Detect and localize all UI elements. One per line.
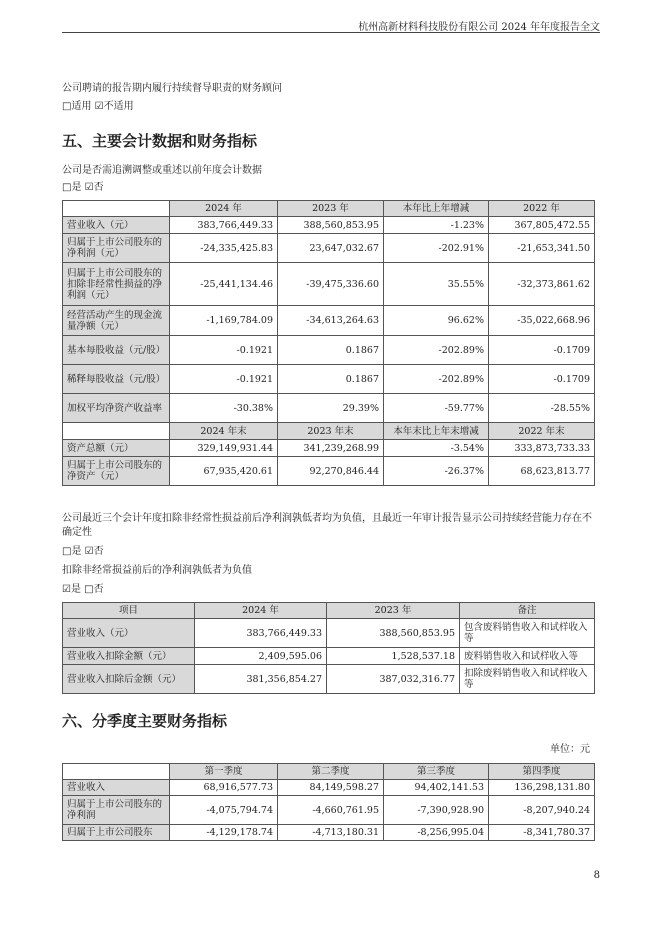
cell: 1,528,537.18 [327, 648, 460, 665]
row-label: 归属于上市公司股东 [63, 825, 170, 841]
table-row [63, 336, 595, 365]
row-label: 资产总额（元） [63, 440, 170, 457]
col-header: 备注 [460, 603, 595, 619]
note-cell: 包含废料销售收入和试样收入等 [460, 619, 595, 648]
cell: -3.54% [384, 440, 489, 457]
table-row [63, 394, 595, 423]
row-label: 经营活动产生的现金流量净额（元） [63, 306, 170, 336]
col-header: 第二季度 [278, 764, 384, 780]
table-row [63, 780, 595, 796]
cell: -39,475,336.60 [278, 263, 384, 306]
negative-question: 扣除非经常损益前后的净利润孰低者为负值 [62, 565, 252, 576]
table-row [63, 365, 595, 394]
row-label: 稀释每股收益（元/股） [63, 365, 170, 394]
table-corner [63, 764, 170, 780]
col-header: 第一季度 [170, 764, 278, 780]
note-cell: 扣除废料销售收入和试样收入等 [460, 665, 595, 694]
cell: -25,441,134.46 [170, 263, 278, 306]
table-row [63, 648, 595, 665]
col-header: 第四季度 [489, 764, 595, 780]
cell: 84,149,598.27 [278, 780, 384, 796]
cell: 68,623,813.77 [489, 457, 595, 486]
cell: 67,935,420.61 [170, 457, 278, 486]
cell: 0.1867 [278, 336, 384, 365]
cell: -1,169,784.09 [170, 306, 278, 336]
page-header: 杭州高新材料科技股份有限公司 2024 年年度报告全文 [358, 22, 600, 33]
cell: -4,713,180.31 [278, 825, 384, 841]
col-header: 本年末比上年末增减 [384, 423, 489, 440]
table-row [63, 796, 595, 825]
cell: 388,560,853.95 [278, 217, 384, 234]
cell: 388,560,853.95 [327, 619, 460, 648]
advisor-question: 公司聘请的报告期内履行持续督导职责的财务顾问 [62, 83, 282, 94]
restate-options: □是 ☑否 [62, 182, 104, 193]
cell: -202.91% [384, 234, 489, 263]
cell: 92,270,846.44 [278, 457, 384, 486]
restate-question: 公司是否需追溯调整或重述以前年度会计数据 [62, 165, 262, 176]
cell: -28.55% [489, 394, 595, 423]
cell: 381,356,854.27 [195, 665, 327, 694]
col-header: 本年比上年增减 [384, 201, 489, 217]
cell: -4,129,178.74 [170, 825, 278, 841]
row-label: 营业收入（元） [63, 217, 170, 234]
cell: -26.37% [384, 457, 489, 486]
cell: -4,075,794.74 [170, 796, 278, 825]
cell: 35.55% [384, 263, 489, 306]
table-row [63, 665, 595, 694]
going-concern-answer: □是 ☑否 [62, 546, 104, 557]
cell: 96.62% [384, 306, 489, 336]
col-header: 2022 年末 [489, 423, 595, 440]
cell: -7,390,928.90 [384, 796, 489, 825]
cell: -35,022,668.96 [489, 306, 595, 336]
cell: -202.89% [384, 365, 489, 394]
header-rule [62, 32, 600, 33]
row-label: 营业收入扣除后金额（元） [63, 665, 195, 694]
col-header: 2024 年 [170, 201, 278, 217]
cell: -34,613,264.63 [278, 306, 384, 336]
row-label: 归属于上市公司股东的净资产（元） [63, 457, 170, 486]
cell: 0.1867 [278, 365, 384, 394]
cell: 333,873,733.33 [489, 440, 595, 457]
cell: -202.89% [384, 336, 489, 365]
col-header: 2022 年 [489, 201, 595, 217]
cell: -30.38% [170, 394, 278, 423]
negative-answer: ☑是 □否 [62, 584, 104, 595]
table-row [63, 263, 595, 306]
table-header-row [63, 423, 595, 440]
page-number: 8 [593, 870, 600, 881]
cell: 329,149,931.44 [170, 440, 278, 457]
table-header-row [63, 764, 595, 780]
table-corner [63, 423, 170, 440]
cell: 68,916,577.73 [170, 780, 278, 796]
col-header: 2023 年末 [278, 423, 384, 440]
unit-label: 单位：元 [550, 744, 590, 755]
col-header: 2023 年 [327, 603, 460, 619]
col-header: 2024 年末 [170, 423, 278, 440]
cell: -59.77% [384, 394, 489, 423]
row-label: 营业收入（元） [63, 619, 195, 648]
cell: -0.1921 [170, 365, 278, 394]
cell: 383,766,449.33 [170, 217, 278, 234]
cell: -32,373,861.62 [489, 263, 595, 306]
table-row [63, 457, 595, 486]
cell: -8,207,940.24 [489, 796, 595, 825]
row-label: 归属于上市公司股东的扣除非经常性损益的净利润（元） [63, 263, 170, 306]
cell: 23,647,032.67 [278, 234, 384, 263]
cell: 2,409,595.06 [195, 648, 327, 665]
col-header: 项目 [63, 603, 195, 619]
cell: -0.1709 [489, 365, 595, 394]
cell: 29.39% [278, 394, 384, 423]
cell: -8,256,995.04 [384, 825, 489, 841]
note-cell: 废料销售收入和试样收入等 [460, 648, 595, 665]
row-label: 加权平均净资产收益率 [63, 394, 170, 423]
cell: -8,341,780.37 [489, 825, 595, 841]
key-financial-table [62, 200, 595, 486]
cell: -21,653,341.50 [489, 234, 595, 263]
col-header: 2023 年 [278, 201, 384, 217]
quarterly-table [62, 763, 595, 841]
row-label: 营业收入 [63, 780, 170, 796]
cell: -0.1921 [170, 336, 278, 365]
section-5-title: 五、主要会计数据和财务指标 [62, 132, 258, 150]
row-label: 营业收入扣除金额（元） [63, 648, 195, 665]
cell: -0.1709 [489, 336, 595, 365]
cell: 367,805,472.55 [489, 217, 595, 234]
cell: 383,766,449.33 [195, 619, 327, 648]
cell: -1.23% [384, 217, 489, 234]
cell: 341,239,268.99 [278, 440, 384, 457]
table-row [63, 440, 595, 457]
cell: 387,032,316.77 [327, 665, 460, 694]
table-header-row [63, 603, 595, 619]
table-header-row [63, 201, 595, 217]
row-label: 基本每股收益（元/股） [63, 336, 170, 365]
going-concern-question: 公司最近三个会计年度扣除非经常性损益前后净利润孰低者均为负值，且最近一年审计报告显示公司持续经营能力存在不确定性 [62, 513, 592, 538]
section-6-title: 六、分季度主要财务指标 [62, 712, 228, 730]
cell: 94,402,141.53 [384, 780, 489, 796]
cell: 136,298,131.80 [489, 780, 595, 796]
table-row [63, 306, 595, 336]
advisor-options: □适用 ☑不适用 [62, 101, 134, 112]
cell: -4,660,761.95 [278, 796, 384, 825]
row-label: 归属于上市公司股东的净利润（元） [63, 234, 170, 263]
revenue-deduction-table [62, 602, 595, 694]
table-row [63, 825, 595, 841]
table-row [63, 619, 595, 648]
row-label: 归属于上市公司股东的净利润 [63, 796, 170, 825]
col-header: 第三季度 [384, 764, 489, 780]
table-corner [63, 201, 170, 217]
table-row [63, 217, 595, 234]
cell: -24,335,425.83 [170, 234, 278, 263]
table-row [63, 234, 595, 263]
col-header: 2024 年 [195, 603, 327, 619]
